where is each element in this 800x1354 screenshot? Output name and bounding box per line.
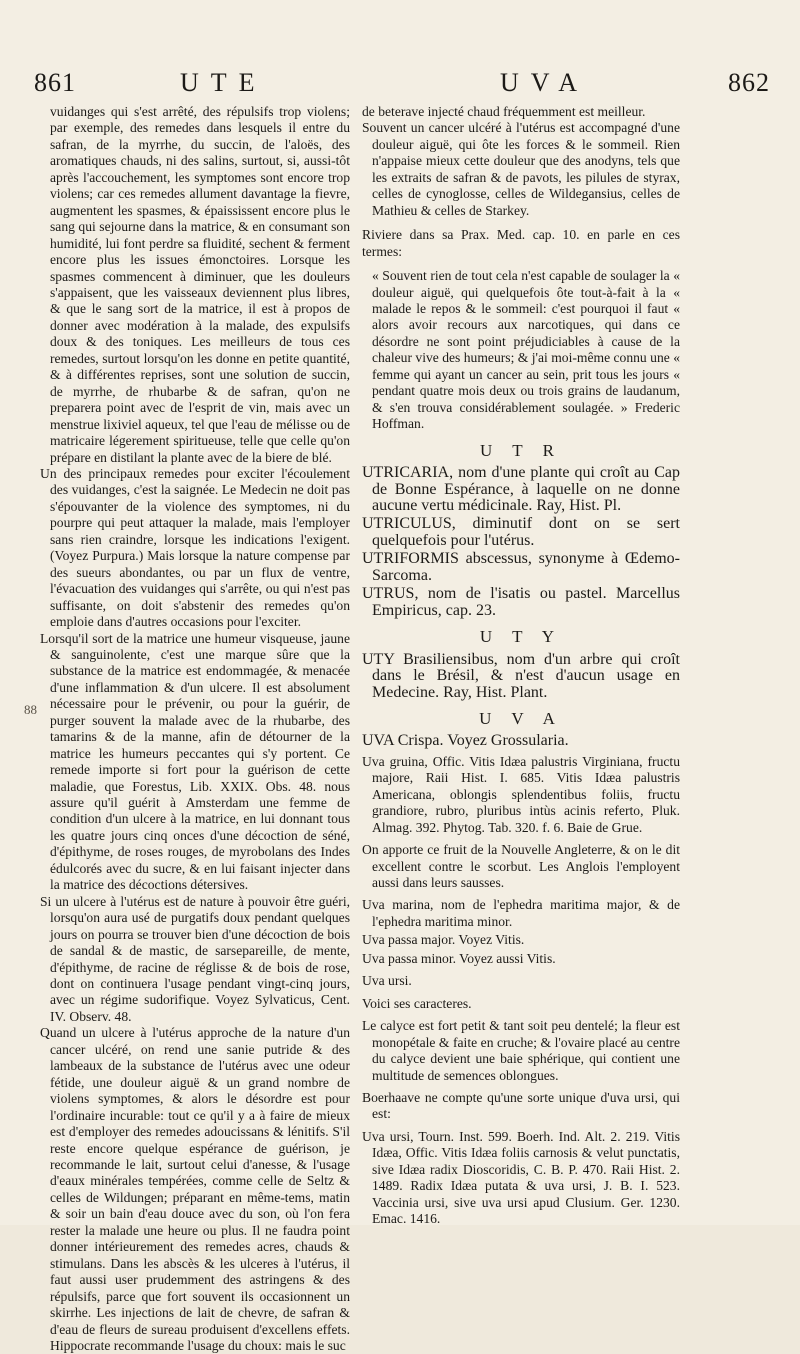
dictionary-entry: Uva marina, nom de l'ephedra maritima major, & de l'ephedra maritima minor. <box>362 897 680 929</box>
dictionary-entry: Voici ses caracteres. <box>362 995 472 1011</box>
paragraph: de beterave injecté chaud fréquemment est meilleur. <box>362 104 646 119</box>
riviere-line: Riviere dans sa Prax. Med. cap. 10. en parle en ces termes: <box>362 227 680 259</box>
paragraph: Souvent un cancer ulcéré à l'utérus est accompagné d'une douleur aiguë, qui ôte les forces & le sommeil. Rien n'appaise mieux cette douleur que des anodyns, tels que les extraits de safran & de pavots, les pilules de styrax, celles de cynoglosse, celles de Wildegansius, celles de Mathieu & celles de Starkey. <box>362 120 680 218</box>
dictionary-entry: Boerhaave ne compte qu'une sorte unique d'uva ursi, qui est: <box>362 1090 680 1122</box>
dictionary-entry: UVA Crispa. Voyez Grossularia. <box>362 732 569 750</box>
page-number-right: 862 <box>728 68 770 97</box>
section-heading-uty: U T Y <box>479 627 563 647</box>
dictionary-entry: Uva gruina, Offic. Vitis Idæa palustris Virginiana, fructu majore, Raii Hist. I. 685. Vitis Idæa palustris Americana, oblongis splendentibus foliis, fructu grandiore, rubro, pluribus intùs acinis referto, Pluk. Almag. 392. Phytog. Tab. 320. f. 6. Baie de Grue. <box>362 753 680 835</box>
dictionary-entry: Uva passa major. Voyez Vitis. <box>362 932 525 948</box>
dictionary-entry: UTRUS, nom de l'isatis ou pastel. Marcellus Empiricus, cap. 23. <box>362 585 680 619</box>
header-word-right: UVA <box>500 68 589 97</box>
dictionary-entry: UTRICULUS, diminutif dont on se sert quelquefois pour l'utérus. <box>362 515 680 549</box>
section-heading-utr: U T R <box>480 440 562 460</box>
dictionary-entry: On apporte ce fruit de la Nouvelle Angleterre, & on le dit excellent contre le scorbut. Les Anglois l'employent aussi dans leurs sausses. <box>362 842 680 891</box>
dictionary-entry: Uva passa minor. Voyez aussi Vitis. <box>362 950 556 966</box>
page-number-left: 861 <box>34 68 76 97</box>
left-column <box>40 104 350 1353</box>
paragraph: Lorsqu'il sort de la matrice une humeur visqueuse, jaune & sanguinolente, c'est une marque sûre que la substance de la matrice est endommagée, & menacée d'une inflammation & d'un ulcere. Il est absolument nécessaire pour le prévenir, ou pour la guérir, de purger souvent la malade avec de la rhubarbe, des tamarins & de la manne, afin de détourner de la matrice les humeurs peccantes qui s'y portent. Ce remede importe si fort pour la guérison de cette maladie, que Forestus, Lib. XXIX. Obs. 48. nous assure qu'il guérit à Amsterdam une femme de condition d'un ulcere à la matrice, en lui donnant tous les quatre jours cinq onces d'une décoction de séné, d'épithyme, de roses rouges, de myrobolans des Indes édulcorés avec du sucre, & en lui faisant injecter dans la matrice des décoctions détersives. <box>40 630 350 893</box>
running-header <box>30 68 770 104</box>
dictionary-entry: Uva ursi, Tourn. Inst. 599. Boerh. Ind. Alt. 2. 219. Vitis Idæa, Offic. Vitis Idæa foliis carnosis & velut punctatis, sive Idæa radix Dioscoridis, C. B. P. 470. Raii Hist. 2. 1489. Radix Idæa putata & uva ursi, J. B. I. 523. Vaccinia ursi, sive uva ursi apud Clusium. Ger. 1230. Emac. 1416. <box>362 1128 680 1227</box>
dictionary-entry: UTRICARIA, nom d'une plante qui croît au Cap de Bonne Espérance, à laquelle on ne donne aucune vertu médicinale. Ray, Hist. Pl. <box>362 464 680 514</box>
dictionary-entry: UTRIFORMIS abscessus, synonyme à Œdemo-Sarcoma. <box>362 550 680 584</box>
quotation: « Souvent rien de tout cela n'est capable de soulager la « douleur aiguë, qui quelquefois ôte tout-à-fait à la « malade le repos & le sommeil: c'est pourquoi il faut « alors avoir recours aux narcotiques, qui dans ce désordre ne sont point préjudiciables à cause de la chaleur vive des humeurs; & j'ai moi-même connu une « femme qui ayant un cancer au sein, prit tous les jours « pendant quatre mois deux ou trois grains de laudanum, & s'en trouva considérablement soulagée. » Frederic Hoffman. <box>372 268 680 432</box>
section-heading-uva: U V A <box>479 708 563 728</box>
margin-note: 88 <box>24 702 37 717</box>
header-word-left: UTE <box>180 68 267 97</box>
paragraph: vuidanges qui s'est arrêté, des répulsifs trop violens; par exemple, des remedes dans lesquels il entre du safran, de la myrrhe, du succin, de l'aloës, des aromatiques chauds, ni des salins, surtout, si, aussi-tôt après l'accouchement, les symptomes sont encore trop violens; car ces remedes allument davantage la fievre, augmentent les spasmes, & épaississent encore plus le sang qui sejourne dans la matrice, & en consumant son humidité, lui font perdre sa fluidité, sechent & ferment encore plus les issues émonctoires. Lorsque les spasmes commencent à diminuer, que les douleurs s'appaisent, que les vaisseaux deviennent plus libres, & que le sang sort de la matrice, il est à propos de donner avec modération à la malade, des expulsifs doux & des toniques. Les meilleurs de tous ces remedes, surtout lorsqu'on les donne en petite quantité, & à différentes reprises, sont une solution de succin, de myrrhe, de rhubarbe & de safran, qu'on ne preparera point avec de l'esprit de vin, mais avec un menstrue lixiviel aqueux, tel que l'eau de mélisse ou de matricaire légerement spiritueuse, telle que celle qu'on prépare en distilant la plante avec de la biere de blé. <box>50 104 350 465</box>
paragraph: Quand un ulcere à l'utérus approche de la nature d'un cancer ulcéré, on rend une sanie putride & des lambeaux de la substance de l'utérus avec une odeur fétide, une douleur aiguë & un grand nombre de violens symptomes, & alors le désordre est pour l'ordinaire incurable: tout ce qu'il y a à faire de mieux est d'employer des remedes adoucissans & lénitifs. S'il reste encore quelque espérance de guérison, je recommande le lait, surtout celui d'anesse, & l'usage d'eaux minérales tempérées, comme celle de Seltz & celles de Wildungen; préparant en même-tems, matin & soir un bain d'eau douce avec du son, où l'on fera rester la malade une heure ou plus. Il ne faudra point donner intérieurement des remedes acres, chauds & stimulans. Dans les abscès & les ulceres à l'utérus, il faut aussi user prudemment des astringens & des répulsifs, parce que fort souvent ils occasionnent un skirrhe. Les injections de lait de chevre, de safran & d'eau de fleurs de sureau produisent d'excellens effets. Hippocrate recommande l'usage du choux: mais le suc <box>40 1025 350 1353</box>
dictionary-entry: Uva ursi. <box>362 973 412 989</box>
dictionary-entry: UTY Brasiliensibus, nom d'un arbre qui croît dans le Brésil, & n'est d'aucun usage en Medecine. Ray, Hist. Plant. <box>362 650 680 701</box>
right-column <box>362 104 680 1227</box>
dictionary-entry: Le calyce est fort petit & tant soit peu dentelé; la fleur est monopétale & faite en cruche; & l'ovaire placé au centre du calyce devient une baie sphérique, qui contient une multitude de semences oblongues. <box>362 1018 680 1083</box>
paragraph: Un des principaux remedes pour exciter l'écoulement des vuidanges, c'est la saignée. Le Medecin ne doit pas s'épouvanter de la violence des symptomes, ni du pourpre qui peut attaquer la malade, mais l'employer sans rien craindre, lorsque les indications l'exigent. (Voyez Purpura.) Mais lorsque la nature compense par des sueurs abondantes, ou par un flux de ventre, l'évacuation des vuidanges qui s'arrête, ou qui n'est pas suffisante, on doit s'abstenir des remedes qu'on emploie dans d'autres occasions pour l'exciter. <box>40 465 350 630</box>
paragraph: Si un ulcere à l'utérus est de nature à pouvoir être guéri, lorsqu'on aura usé de purgatifs doux pendant quelques jours on pourra se trouver bien d'une décoction de bois de sandal & de mastic, de sarsepareille, de mente, d'épithyme, de racine de réglisse & de bois de rose, dont on continuera l'usage pendant vingt-cinq jours, avec un régime sudorifique. Voyez Sylvaticus, Cent. IV. Observ. 48. <box>40 893 350 1024</box>
